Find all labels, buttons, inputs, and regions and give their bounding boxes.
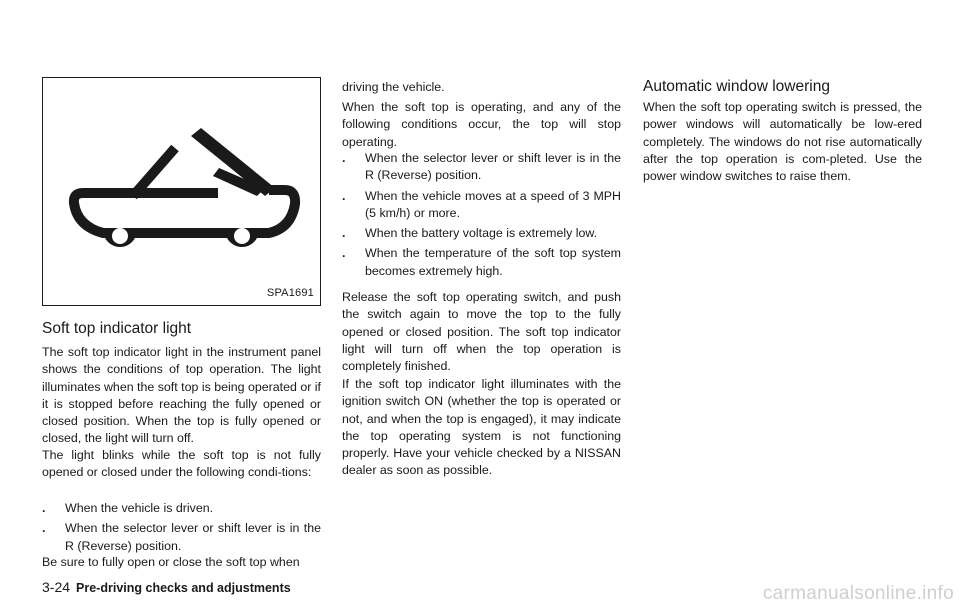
figure-code: SPA1691 — [266, 287, 314, 299]
list-item: . When the battery voltage is extremely low. — [342, 225, 621, 242]
paragraph: The light blinks while the soft top is not fully opened or closed under the following condi-tions: — [42, 448, 321, 480]
watermark: carmanualsonline.info — [762, 583, 954, 604]
bullet: . — [342, 246, 346, 261]
page-footer — [42, 579, 291, 597]
list-item: . When the selector lever or shift lever is in the R (Reverse) position. — [342, 151, 621, 183]
list-item: . When the temperature of the soft top system becomes extremely high. — [342, 246, 621, 278]
stop-conditions-list — [342, 150, 621, 280]
paragraph: When the soft top is operating, and any of the following conditions occur, the top will stop operating. — [342, 100, 621, 149]
bullet: . — [42, 521, 46, 536]
paragraph: driving the vehicle. — [342, 80, 445, 94]
list-item: . When the selector lever or shift lever is in the R (Reverse) position. — [42, 521, 321, 553]
paragraph: Be sure to fully open or close the soft top when — [42, 555, 300, 569]
paragraph: If the soft top indicator light illuminates with the ignition switch ON (whether the top is operated or not, and when the top is engaged), it may indicate the top operating system is not functioning properly. Have your vehicle checked by a NISSAN dealer as soon as possible. — [342, 377, 621, 478]
paragraph: The soft top indicator light in the instrument panel shows the conditions of top operation. The light illuminates when the soft top is being operated or if it is stopped before reaching the fully opened or closed position. When the top is fully opened or closed, the light will turn off. — [42, 345, 321, 446]
bullet: . — [42, 501, 46, 515]
convertible-soft-top-icon — [43, 78, 322, 307]
page-number: 3-24 — [42, 579, 71, 595]
bullet: . — [342, 151, 346, 165]
list-item: . When the vehicle is driven. — [42, 500, 321, 517]
conditions-list — [42, 500, 321, 555]
paragraph: When the soft top operating switch is pressed, the power windows will automatically be low-ered completely. The windows do not rise automatically after the top operation is com-pleted. Use the power window switches to raise them. — [643, 100, 922, 184]
heading-soft-top-indicator: Soft top indicator light — [42, 320, 192, 337]
list-item: . When the vehicle moves at a speed of 3 MPH (5 km/h) or more. — [342, 188, 621, 220]
bullet: . — [342, 188, 346, 203]
paragraph: Release the soft top operating switch, and push the switch again to move the top to the fully opened or closed position. The soft top indicator light will turn off when the top operation is completely finished. — [342, 290, 621, 374]
soft-top-indicator-figure — [42, 77, 321, 306]
section-title: Pre-driving checks and adjustments — [76, 581, 291, 595]
bullet: . — [342, 226, 346, 241]
heading-automatic-window-lowering: Automatic window lowering — [643, 78, 830, 95]
